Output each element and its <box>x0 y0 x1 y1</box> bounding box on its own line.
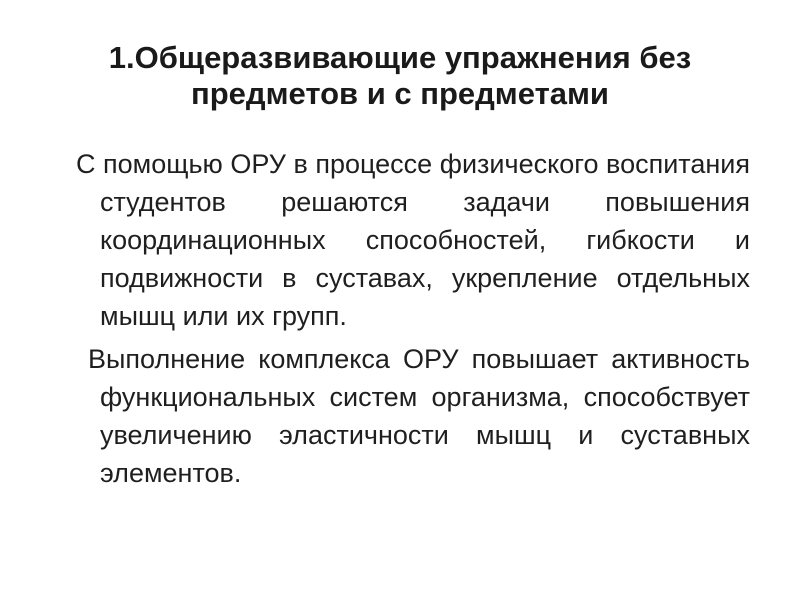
paragraph-oru-tasks: С помощью ОРУ в процессе физического воспитания студентов решаются задачи повышения координационных способностей, гибкости и подвижности в суставах, укрепление отдельных мышц или их групп. <box>76 149 750 331</box>
slide-title: 1.Общеразвивающие упражнения без предметов и с предметами <box>108 40 692 111</box>
paragraph-oru-effects: Выполнение комплекса ОРУ повышает активность функциональных систем организма, способствует увеличению эластичности мышц и суставных элементов. <box>88 344 750 488</box>
